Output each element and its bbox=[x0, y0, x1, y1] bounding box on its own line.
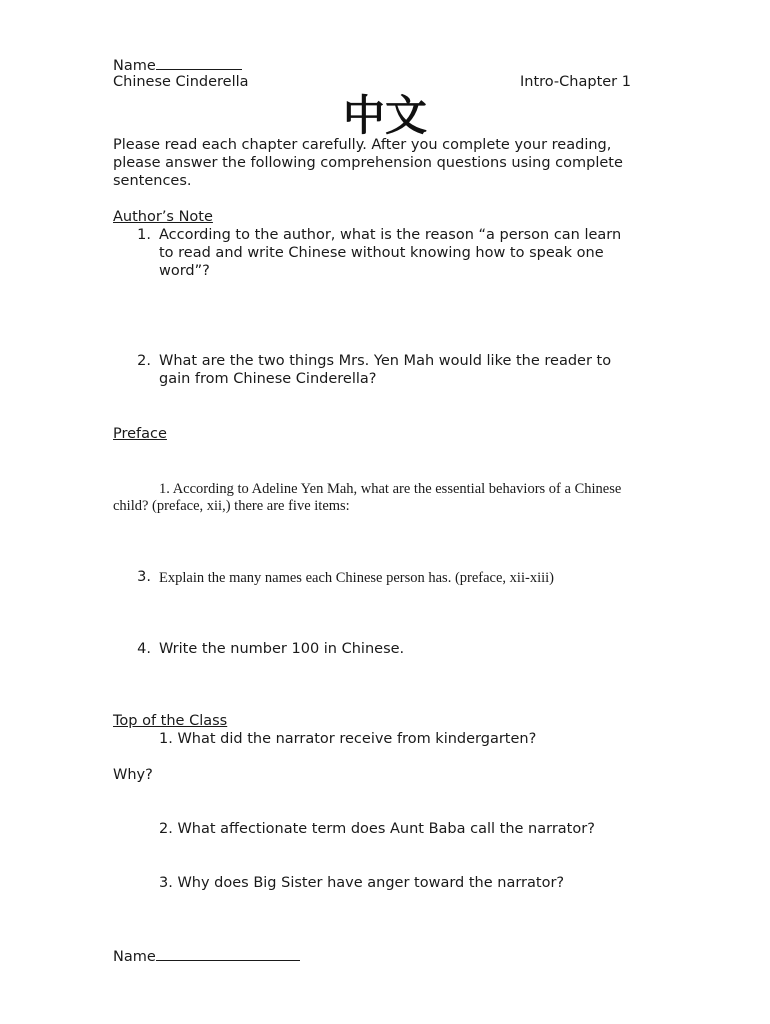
question-text: 3. Why does Big Sister have anger toward the narrator? bbox=[159, 875, 565, 891]
preface-heading: Preface bbox=[113, 426, 167, 442]
question-text: child? (preface, xii,) there are five items: bbox=[113, 498, 350, 514]
question-text: 1. According to Adeline Yen Mah, what are the essential behaviors of a Chinese bbox=[159, 481, 622, 497]
question-text: 2. What affectionate term does Aunt Baba call the narrator? bbox=[159, 821, 595, 837]
chapter-range: Intro-Chapter 1 bbox=[520, 74, 631, 90]
why-prompt: Why? bbox=[113, 767, 153, 783]
instructions-line-2: please answer the following comprehension questions using complete bbox=[113, 155, 623, 171]
instructions-line-1: Please read each chapter carefully. After you complete your reading, bbox=[113, 137, 612, 153]
instructions-line-3: sentences. bbox=[113, 173, 192, 189]
question-number: 4. bbox=[137, 641, 151, 657]
authors-note-heading: Author’s Note bbox=[113, 209, 213, 225]
question-number: 1. bbox=[137, 227, 151, 243]
footer-name-blank[interactable] bbox=[156, 947, 300, 961]
question-text: Write the number 100 in Chinese. bbox=[159, 641, 405, 657]
question-number: 2. bbox=[137, 353, 151, 369]
question-text: 1. What did the narrator receive from kindergarten? bbox=[159, 731, 537, 747]
book-title: Chinese Cinderella bbox=[113, 74, 249, 90]
question-text: gain from Chinese Cinderella? bbox=[159, 371, 377, 387]
footer-name-line bbox=[113, 947, 300, 966]
name-label: Name bbox=[113, 58, 156, 74]
question-number: 3. bbox=[137, 569, 151, 585]
question-text: Explain the many names each Chinese person has. (preface, xii-xiii) bbox=[159, 570, 554, 586]
footer-name-label: Name bbox=[113, 949, 156, 965]
top-of-class-heading: Top of the Class bbox=[113, 713, 228, 729]
question-text: to read and write Chinese without knowing how to speak one bbox=[159, 245, 604, 261]
chinese-characters-logo bbox=[340, 90, 430, 138]
question-text: What are the two things Mrs. Yen Mah would like the reader to bbox=[159, 353, 612, 369]
question-text: According to the author, what is the reason “a person can learn bbox=[159, 227, 622, 243]
name-blank[interactable] bbox=[156, 56, 242, 70]
logo-text: 中文 bbox=[342, 91, 428, 138]
question-text: word”? bbox=[159, 263, 210, 279]
